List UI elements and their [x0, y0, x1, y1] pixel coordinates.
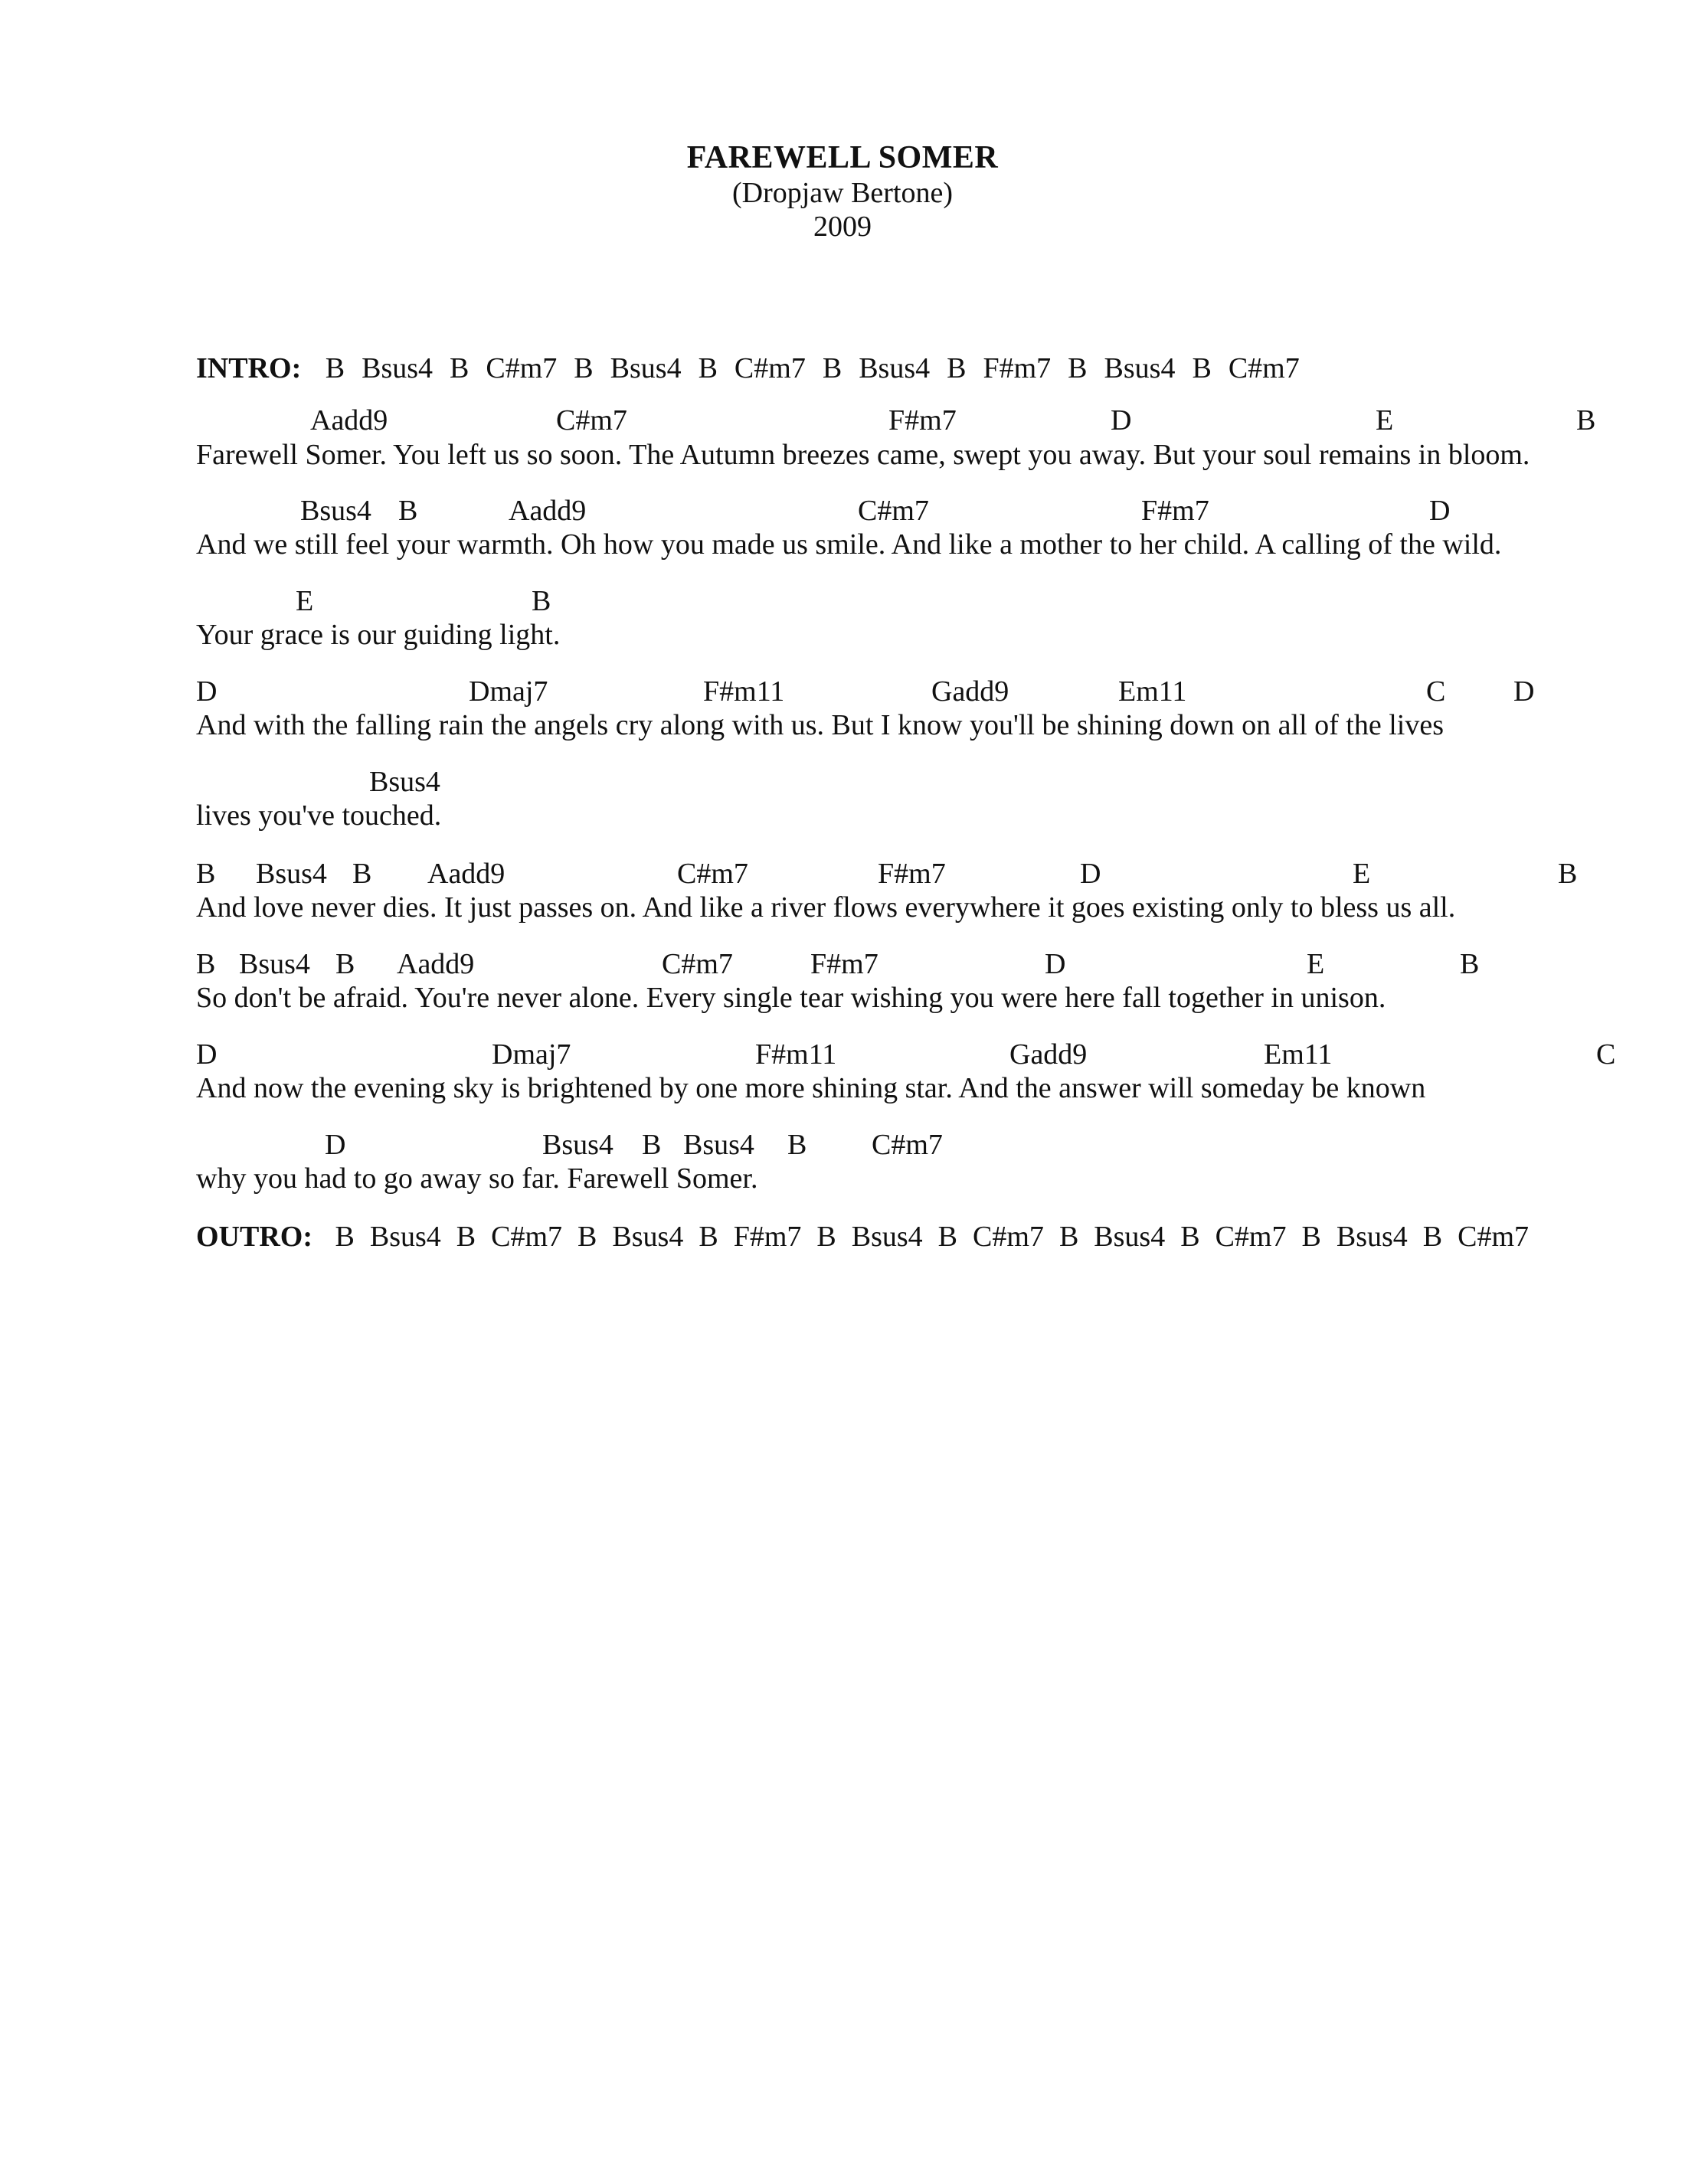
chord: B — [196, 948, 216, 980]
outro-chord: C#m7 — [1458, 1221, 1530, 1253]
chord: E — [1376, 404, 1394, 436]
outro-chord: C#m7 — [973, 1221, 1044, 1253]
outro-chord: B — [577, 1221, 597, 1253]
outro-chord: Bsus4 — [1094, 1221, 1166, 1253]
intro-chord: B — [822, 352, 842, 384]
lyric-line: Your grace is our guiding light. — [196, 619, 561, 651]
chord: F#m7 — [888, 404, 957, 436]
chord: E — [1353, 858, 1371, 890]
outro-chord: Bsus4 — [612, 1221, 684, 1253]
chord: Aadd9 — [397, 948, 475, 980]
chord: F#m7 — [810, 948, 878, 980]
lyric-line: So don't be afraid. You're never alone. Every single tear wishing you were here fall together in unison. — [196, 982, 1386, 1014]
outro-chord: B — [816, 1221, 836, 1253]
intro-chord: B — [947, 352, 967, 384]
outro-label: OUTRO: — [196, 1221, 312, 1253]
chord: C#m7 — [662, 948, 733, 980]
outro-chord: C#m7 — [1215, 1221, 1287, 1253]
chord: D — [1513, 675, 1535, 708]
outro-chord: Bsus4 — [851, 1221, 923, 1253]
intro-chord: C#m7 — [734, 352, 806, 384]
intro-chord: Bsus4 — [859, 352, 931, 384]
lyric-line: And now the evening sky is brightened by one more shining star. And the answer will someday be known — [196, 1072, 1426, 1104]
chord: Gadd9 — [931, 675, 1009, 708]
chord: E — [1307, 948, 1325, 980]
chord: B — [352, 858, 372, 890]
chord: B — [1576, 404, 1596, 436]
chord: B — [335, 948, 355, 980]
chord: C#m7 — [556, 404, 627, 436]
chord: B — [787, 1129, 807, 1161]
outro-chord: C#m7 — [491, 1221, 563, 1253]
outro-chord: F#m7 — [733, 1221, 802, 1253]
outro-chord: Bsus4 — [369, 1221, 441, 1253]
lyric-line: lives you've touched. — [196, 799, 442, 832]
chord: E — [296, 585, 314, 617]
intro-label: INTRO: — [196, 352, 302, 384]
intro-chord: B — [450, 352, 470, 384]
intro-chord: B — [574, 352, 594, 384]
chord: Em11 — [1118, 675, 1187, 708]
chord: F#m11 — [703, 675, 785, 708]
intro-chord: B — [1068, 352, 1088, 384]
chord: D — [196, 675, 218, 708]
chord: B — [196, 858, 216, 890]
outro-chord: B — [335, 1221, 355, 1253]
chord: B — [532, 585, 551, 617]
chord: Bsus4 — [683, 1129, 754, 1161]
chord: D — [1045, 948, 1066, 980]
chord: Dmaj7 — [469, 675, 548, 708]
chord: Em11 — [1264, 1038, 1333, 1071]
chord: Aadd9 — [427, 858, 506, 890]
outro-chord: Bsus4 — [1336, 1221, 1408, 1253]
chord: Bsus4 — [256, 858, 327, 890]
intro-chord: Bsus4 — [362, 352, 434, 384]
chord: Gadd9 — [1009, 1038, 1088, 1071]
chord: Aadd9 — [509, 495, 587, 527]
outro-chord: B — [456, 1221, 476, 1253]
chord: B — [1460, 948, 1480, 980]
chord: F#m7 — [1141, 495, 1209, 527]
chord: C — [1426, 675, 1446, 708]
outro-chord: B — [1422, 1221, 1443, 1253]
intro-chord: B — [325, 352, 345, 384]
intro-chord: C#m7 — [1228, 352, 1300, 384]
lyric-line: And with the falling rain the angels cry along with us. But I know you'll be shining down on all of the lives — [196, 709, 1444, 741]
chord: Bsus4 — [300, 495, 371, 527]
outro-chord: B — [937, 1221, 958, 1253]
lyric-line: And we still feel your warmth. Oh how you made us smile. And like a mother to her child. A calling of the wild. — [196, 528, 1502, 561]
intro-line — [196, 354, 1300, 383]
outro-chord: B — [1180, 1221, 1200, 1253]
chord: B — [642, 1129, 662, 1161]
chord: C — [1596, 1038, 1616, 1071]
intro-chord: F#m7 — [983, 352, 1052, 384]
chord: D — [196, 1038, 218, 1071]
chord: Aadd9 — [310, 404, 388, 436]
outro-chord: B — [699, 1221, 718, 1253]
chord: D — [1429, 495, 1451, 527]
chord: B — [1558, 858, 1578, 890]
song-title: FAREWELL SOMER — [686, 140, 999, 175]
chord: Bsus4 — [542, 1129, 613, 1161]
lyric-line: Farewell Somer. You left us so soon. The Autumn breezes came, swept you away. But your soul remains in bloom. — [196, 439, 1530, 471]
chord: C#m7 — [858, 495, 929, 527]
song-artist: (Dropjaw Bertone) — [731, 177, 954, 209]
outro-chord: B — [1058, 1221, 1079, 1253]
song-year: 2009 — [813, 211, 872, 243]
chord: D — [1111, 404, 1132, 436]
outro-chord-sequence — [320, 1221, 1530, 1253]
chord: F#m11 — [755, 1038, 837, 1071]
outro-line — [196, 1222, 1529, 1251]
intro-chord: Bsus4 — [610, 352, 682, 384]
chord: Bsus4 — [369, 766, 440, 798]
chord: Bsus4 — [239, 948, 310, 980]
chord: C#m7 — [677, 858, 748, 890]
chord: Dmaj7 — [492, 1038, 571, 1071]
chord: B — [398, 495, 418, 527]
intro-chord: C#m7 — [486, 352, 558, 384]
chord: C#m7 — [872, 1129, 943, 1161]
chord: D — [325, 1129, 346, 1161]
chord: D — [1080, 858, 1101, 890]
lyric-line: And love never dies. It just passes on. And like a river flows everywhere it goes existing only to bless us all. — [196, 891, 1456, 924]
chord: F#m7 — [878, 858, 946, 890]
lyric-line: why you had to go away so far. Farewell Somer. — [196, 1162, 758, 1195]
outro-chord: B — [1301, 1221, 1321, 1253]
intro-chord-sequence — [309, 352, 1300, 384]
intro-chord: B — [1192, 352, 1212, 384]
intro-chord: B — [698, 352, 718, 384]
intro-chord: Bsus4 — [1104, 352, 1176, 384]
